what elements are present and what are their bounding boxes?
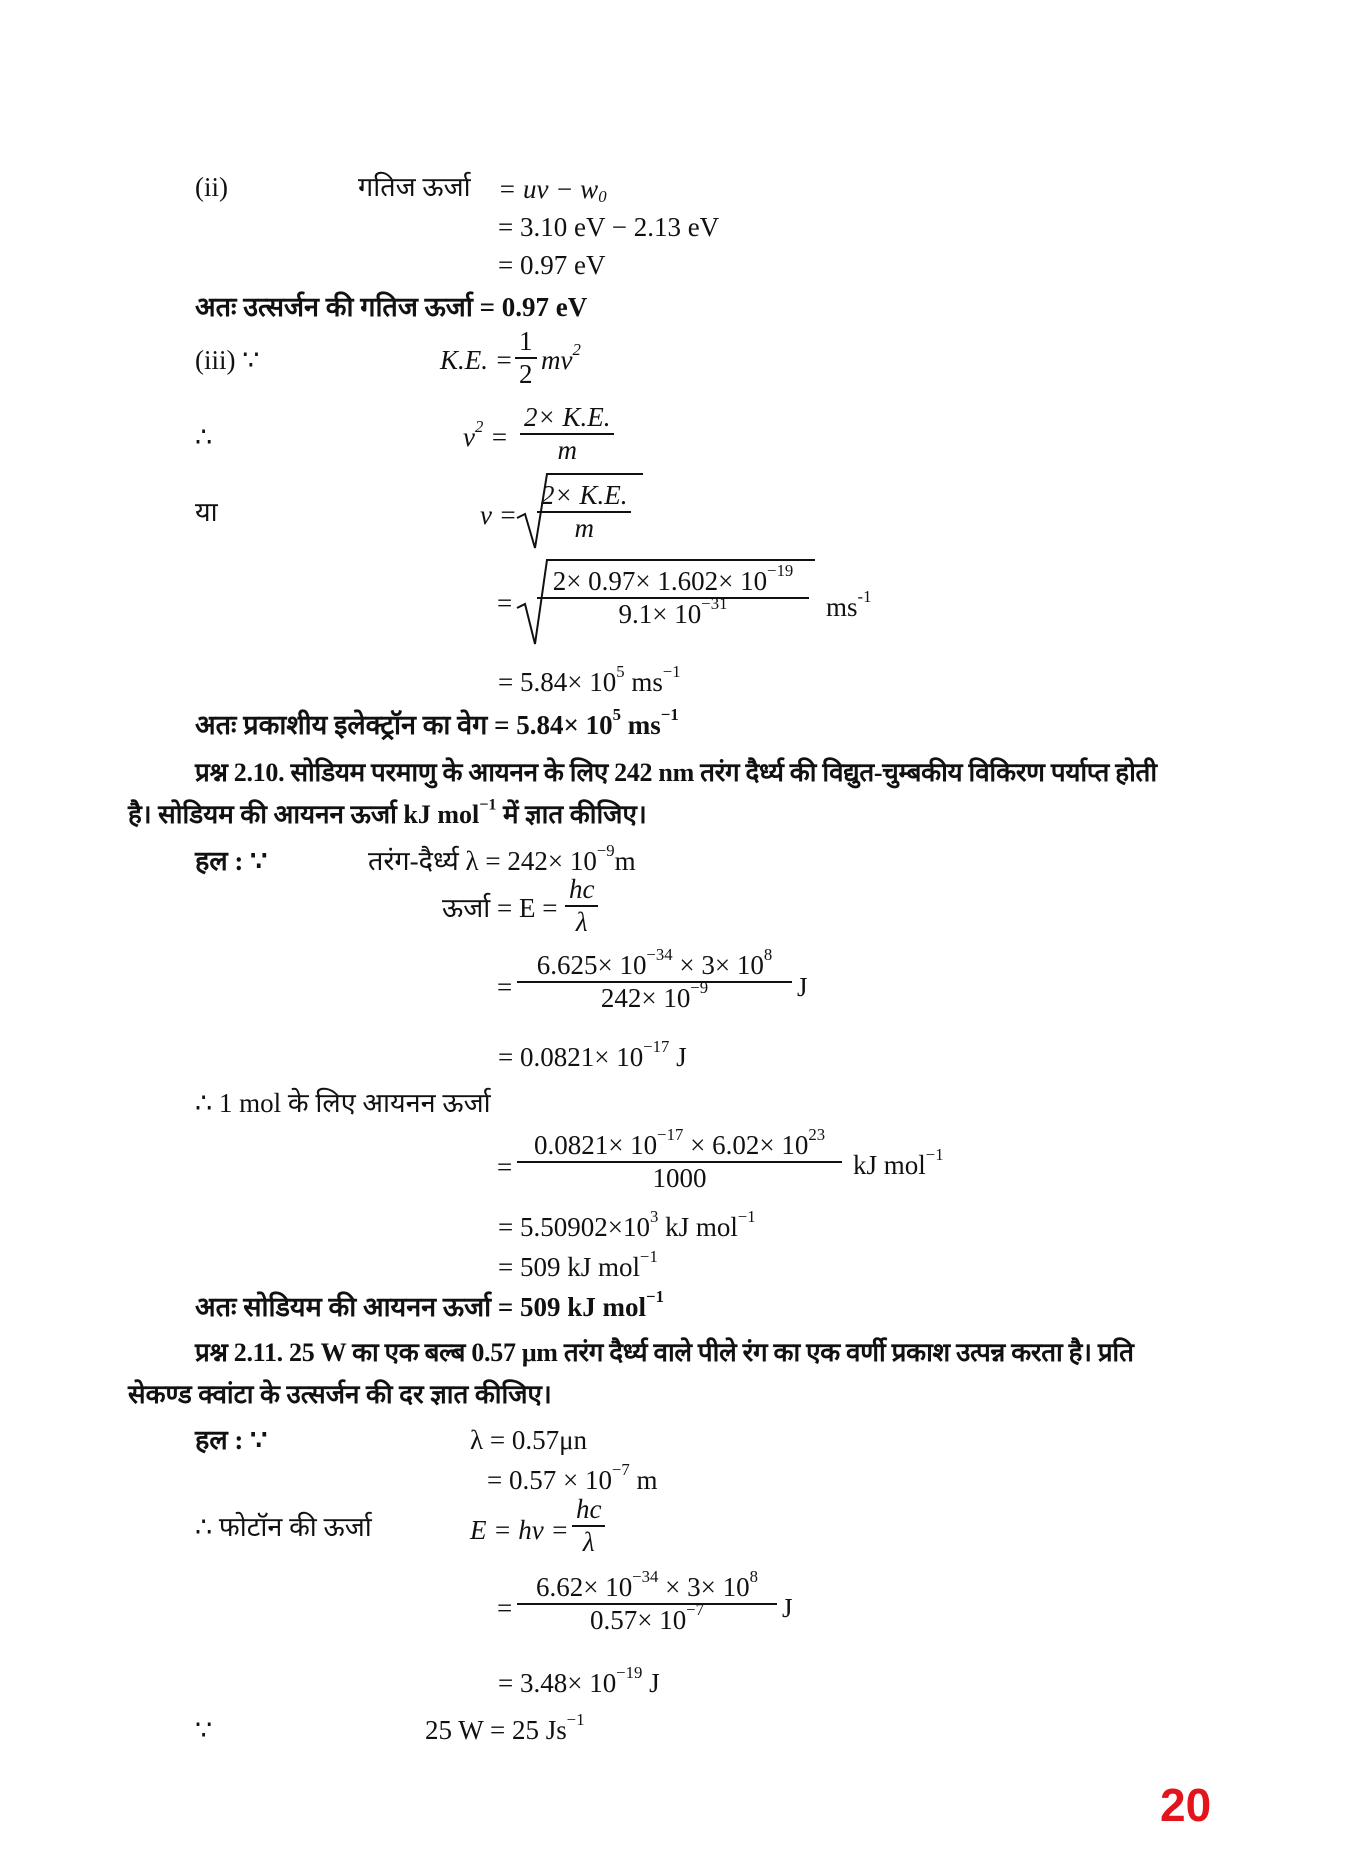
ke-definition-tail: $mv^2$ xyxy=(541,339,581,375)
fraction-numerator: $0.0821\times 10^{-17} \times 6.02\times 10^{23}$ xyxy=(517,1130,842,1163)
v-lhs: v = xyxy=(480,500,517,530)
ke-subtraction: = 3.10 eV − 2.13 eV xyxy=(498,212,720,242)
question-2-10-line2: है। सोडियम की आयनन ऊर्जा kJ mol$^{-1}$ में ज्ञात कीजिए। xyxy=(128,796,647,829)
lambda-converted: = $0.57 \times 10^{-7}$ m xyxy=(487,1459,658,1495)
fraction-numerator: $2\times 0.97\times 1.602\times 10^{-19}$ xyxy=(537,566,809,599)
energy-unit: J xyxy=(797,972,808,1002)
ke-definition-lhs: K.E. = xyxy=(440,345,513,375)
energy-calc-fraction xyxy=(517,944,792,1014)
question-2-11-line1: प्रश्न 2.11. 25 W का एक बल्ब 0.57 μm तरंग दैर्ध्य वाले पीले रंग का एक वर्णी प्रकाश उत्पन्न करता है। प्रति xyxy=(195,1338,1134,1367)
velocity-calc-fraction xyxy=(537,560,809,630)
fraction-denominator: $9.1\times 10^{-31}$ xyxy=(618,593,728,630)
photon-energy-lhs: E = hν = xyxy=(470,1515,569,1545)
velocity-result: = $5.84\times 10^5$ $ms^{-1}$ xyxy=(498,661,681,697)
v-sqrt-fraction xyxy=(537,480,631,544)
velocity-conclusion: अतः प्रकाशीय इलेक्ट्रॉन का वेग = $5.84\times 10^5$ $ms^{-1}$ xyxy=(195,704,679,740)
question-2-10-line1: प्रश्न 2.10. सोडियम परमाणु के आयनन के लिए 242 nm तरंग दैर्ध्य की विद्युत-चुम्बकीय विकिरण पर्याप्त होती xyxy=(195,758,1157,787)
fraction-denominator: m xyxy=(574,513,594,544)
per-mol-statement: ∴ 1 mol के लिए आयनन ऊर्जा xyxy=(195,1088,491,1118)
lambda-given: λ = 0.57μn xyxy=(470,1425,588,1455)
ya-word: या xyxy=(195,497,218,527)
fraction-denominator: $242\times 10^{-9}$ xyxy=(600,977,709,1014)
fraction-numerator: 2× K.E. xyxy=(537,480,631,513)
mol-energy-unit: kJ mol$^{-1}$ xyxy=(853,1144,944,1180)
question-2-11-line2: सेकण्ड क्वांटा के उत्सर्जन की दर ज्ञात कीजिए। xyxy=(128,1380,552,1409)
fraction-denominator: 2 xyxy=(519,359,533,390)
ke-result: = 0.97 eV xyxy=(498,250,606,280)
fraction-denominator: m xyxy=(557,435,577,466)
therefore-symbol: ∴ xyxy=(195,422,213,452)
solution-label: हल : ∵ xyxy=(195,846,268,876)
photon-energy-fraction xyxy=(572,1494,605,1558)
energy-result: = $0.0821\times 10^{-17}$ J xyxy=(498,1036,687,1072)
solution-label: हल : ∵ xyxy=(195,1425,268,1455)
photon-energy-label: ∴ फोटॉन की ऊर्जा xyxy=(195,1512,372,1542)
power-given: 25 W = 25 $Js^{-1}$ xyxy=(425,1709,585,1745)
because-symbol: ∵ xyxy=(195,1715,213,1745)
fraction-denominator: λ xyxy=(575,907,588,938)
ke-formula: = uv − $w_0$ xyxy=(498,174,607,207)
energy-formula-fraction xyxy=(565,874,598,938)
part-iii-label: (iii) ∵ xyxy=(195,345,260,375)
mol-energy-fraction xyxy=(517,1124,842,1194)
fraction-numerator: $6.62\times 10^{-34} \times 3\times 10^8$ xyxy=(517,1572,777,1605)
fraction-numerator: hc xyxy=(572,1494,605,1527)
photon-calc-fraction xyxy=(517,1566,777,1636)
fraction-numerator: 1 xyxy=(515,326,537,359)
ionization-conclusion: अतः सोडियम की आयनन ऊर्जा = 509 kJ mol$^{-1}$ xyxy=(195,1286,664,1322)
mol-energy-result-1: = $5.50902\times 10^3$ kJ mol$^{-1}$ xyxy=(498,1206,756,1242)
fraction-numerator: hc xyxy=(565,874,598,907)
equals-sign: = xyxy=(497,1152,513,1182)
photon-energy-result: = $3.48\times 10^{-19}$ J xyxy=(498,1662,660,1698)
v-squared-fraction xyxy=(520,402,614,466)
page-number: 20 xyxy=(1160,1779,1212,1831)
mol-energy-result-2: = 509 kJ mol$^{-1}$ xyxy=(498,1246,658,1282)
equals-sign: = xyxy=(497,972,513,1002)
energy-lhs: ऊर्जा = E = xyxy=(442,893,558,923)
photon-energy-unit: J xyxy=(782,1593,793,1623)
velocity-unit: $ms^{-1}$ xyxy=(826,586,872,622)
equals-sign: = xyxy=(497,588,513,618)
fraction-numerator: $6.625\times 10^{-34} \times 3\times 10^8$ xyxy=(517,950,792,983)
fraction-denominator: 1000 xyxy=(652,1163,707,1194)
fraction-denominator: $0.57\times 10^{-7}$ xyxy=(589,1599,705,1636)
fraction-denominator: λ xyxy=(582,1527,595,1558)
half-fraction xyxy=(515,326,537,390)
part-ii-label: (ii) xyxy=(195,172,228,202)
ke-conclusion: अतः उत्सर्जन की गतिज ऊर्जा = 0.97 eV xyxy=(195,292,588,322)
wavelength-given: तरंग-दैर्ध्य $\lambda = 242\times 10^{-9}m$ xyxy=(368,840,636,876)
equals-sign: = xyxy=(497,1593,513,1623)
ke-term: गतिज ऊर्जा xyxy=(358,172,471,202)
v-squared-lhs: $v^2$ = xyxy=(463,416,509,452)
fraction-numerator: 2× K.E. xyxy=(520,402,614,435)
